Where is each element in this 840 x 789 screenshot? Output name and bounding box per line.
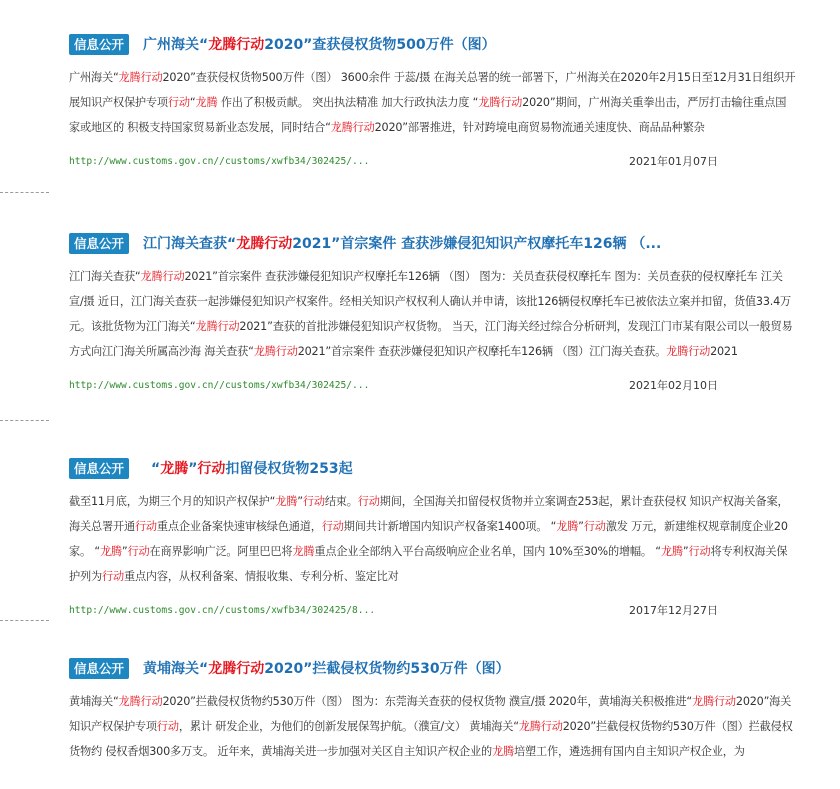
- keyword-highlight: 龙腾行动: [195, 320, 240, 333]
- keyword-highlight: 龙腾行动: [208, 661, 265, 677]
- title-segment: 2021”首宗案件 查获涉嫌侵犯知识产权摩托车126辆 （...: [292, 236, 662, 252]
- keyword-highlight: 龙腾行动: [691, 695, 736, 708]
- title-segment: 江门海关查获“: [143, 236, 237, 252]
- result-url-link[interactable]: http://www.customs.gov.cn//customs/xwfb34/302425/8...: [69, 604, 376, 616]
- snippet-segment: 2020”拦截侵权货物约530万件（图）拦截侵权货物约 侵权香烟300多万支。 近年来，黄埔海关进一步加强对关区自主知识产权企业的: [69, 720, 793, 758]
- snippet-segment: 重点企业备案快速审核绿色通道，: [156, 520, 322, 533]
- snippet-segment: 黄埔海关“: [69, 695, 119, 708]
- search-result: [69, 456, 799, 618]
- snippet-segment: 培塑工作，遴选拥有国内自主知识产权企业，为: [514, 745, 745, 758]
- snippet-segment: 截至11月底，为期三个月的知识产权保护“: [69, 495, 276, 508]
- keyword-highlight: 龙腾行动: [253, 345, 298, 358]
- snippet-segment: 2021”首宗案件 查获涉嫌侵犯知识产权摩托车126辆 （图） 图为：关员查获侵权摩托车 图为：关员查获的侵权摩托车 江关宣/摄 近日，江门海关查获一起涉嫌侵犯知识产权案件。经相关知识产权权利人确认并申请，该批126辆侵权摩托车已被依法立案并扣留，货值33.4万元。该批货物为江门海关“: [69, 270, 792, 333]
- info-public-badge: 信息公开: [69, 658, 129, 679]
- title-segment: 扣留侵权货物253起: [225, 461, 353, 477]
- keyword-highlight: 行动: [101, 570, 124, 583]
- side-divider: [0, 620, 49, 621]
- keyword-highlight: 行动: [156, 720, 179, 733]
- result-title-link[interactable]: [143, 34, 496, 54]
- side-divider: [0, 192, 49, 193]
- snippet-segment: 作出了积极贡献。 突出执法精准 加大行政执法力度 “: [217, 96, 479, 109]
- keyword-highlight: 龙腾: [660, 545, 683, 558]
- snippet-segment: ”: [578, 520, 584, 533]
- result-title-link[interactable]: [143, 233, 661, 253]
- result-date: 2021年01月07日: [629, 155, 718, 168]
- keyword-highlight: 龙腾: [99, 545, 122, 558]
- keyword-highlight: 行动: [134, 520, 157, 533]
- keyword-highlight: 龙腾行动: [666, 345, 711, 358]
- result-snippet: [69, 689, 797, 764]
- title-segment: 黄埔海关“: [143, 661, 209, 677]
- snippet-segment: 期间，全国海关扣留侵权货物并立案调查253起，累计查获侵权 知识产权海关备案，海关总署开通: [69, 495, 789, 533]
- keyword-highlight: 行动: [357, 495, 380, 508]
- keyword-highlight: 龙腾行动: [518, 720, 563, 733]
- result-title-link[interactable]: [151, 458, 353, 478]
- snippet-segment: 重点内容，从权利备案、情报收集、专利分析、鉴定比对: [123, 570, 399, 583]
- keyword-highlight: 行动: [167, 96, 190, 109]
- title-segment: 2020”拦截侵权货物约530万件（图）: [264, 661, 510, 677]
- result-title-link[interactable]: [143, 658, 510, 678]
- title-segment: ”: [188, 461, 198, 477]
- search-result: [69, 656, 799, 764]
- result-url-link[interactable]: http://www.customs.gov.cn//customs/xwfb34/302425/...: [69, 155, 370, 167]
- keyword-highlight: 龙腾行动: [118, 695, 163, 708]
- title-segment: “: [151, 461, 161, 477]
- keyword-highlight: 行动: [197, 461, 226, 477]
- snippet-segment: 2021”首宗案件 查获涉嫌侵犯知识产权摩托车126辆 （图）江门海关查获。: [297, 345, 667, 358]
- side-divider: [0, 420, 49, 421]
- keyword-highlight: 龙腾: [160, 461, 189, 477]
- snippet-segment: ，累计 研发企业，为他们的创新发展保驾护航。（濮宣/文） 黄埔海关“: [178, 720, 519, 733]
- keyword-highlight: 龙腾: [195, 96, 218, 109]
- snippet-segment: 2020”期间，广州海关重拳出击，严厉打击输往重点国家或地区的 积极支持国家贸易新业态发展，同时结合“: [69, 96, 787, 134]
- keyword-highlight: 龙腾行动: [118, 71, 163, 84]
- result-snippet: [69, 264, 797, 364]
- snippet-segment: ”: [682, 545, 689, 558]
- info-public-badge: 信息公开: [69, 233, 129, 254]
- snippet-segment: ”: [121, 545, 128, 558]
- search-result: [69, 231, 799, 393]
- snippet-segment: 激发 万元，新建维权规章制度企业20家。 “: [69, 520, 788, 558]
- snippet-segment: 2020”部署推进，针对跨境电商贸易物流通关速度快、商品品种繁杂: [374, 121, 705, 134]
- search-result: [69, 32, 799, 169]
- snippet-segment: 2021: [710, 345, 738, 358]
- keyword-highlight: 龙腾: [275, 495, 298, 508]
- snippet-segment: 广州海关“: [69, 71, 119, 84]
- keyword-highlight: 龙腾行动: [330, 121, 375, 134]
- snippet-segment: 期间共计新增国内知识产权备案1400项。 “: [343, 520, 557, 533]
- result-date: 2021年02月10日: [629, 379, 718, 392]
- result-date: 2017年12月27日: [629, 604, 718, 617]
- result-snippet: [69, 489, 797, 589]
- keyword-highlight: 龙腾: [492, 745, 515, 758]
- keyword-highlight: 行动: [583, 520, 606, 533]
- snippet-segment: 重点企业全部纳入平台高级响应企业名单，国内 10%至30%的增幅。 “: [314, 545, 661, 558]
- keyword-highlight: 行动: [127, 545, 150, 558]
- snippet-segment: 江门海关查获“: [69, 270, 141, 283]
- snippet-segment: 2020”查获侵权货物500万件（图） 3600余件 于蕊/摄 在海关总署的统一部署下，广州海关在2020年2月15日至12月31日组织开展知识产权保护专项: [69, 71, 796, 109]
- title-segment: 2020”查获侵权货物500万件（图）: [264, 37, 496, 53]
- keyword-highlight: 龙腾行动: [478, 96, 523, 109]
- result-snippet: [69, 65, 797, 140]
- info-public-badge: 信息公开: [69, 34, 129, 55]
- snippet-segment: 2020”拦截侵权货物约530万件（图） 图为：东莞海关查获的侵权货物 濮宣/摄 2020年，黄埔海关积极推进“: [162, 695, 692, 708]
- snippet-segment: ”: [297, 495, 303, 508]
- keyword-highlight: 龙腾: [556, 520, 579, 533]
- snippet-segment: 将专利权海关保护列为: [69, 545, 788, 583]
- keyword-highlight: 龙腾: [292, 545, 315, 558]
- keyword-highlight: 龙腾行动: [140, 270, 185, 283]
- result-url-link[interactable]: http://www.customs.gov.cn//customs/xwfb34/302425/...: [69, 379, 370, 391]
- snippet-segment: 结束。: [324, 495, 358, 508]
- keyword-highlight: 行动: [688, 545, 711, 558]
- snippet-segment: 2020”海关知识产权保护专项: [69, 695, 792, 733]
- keyword-highlight: 龙腾行动: [236, 236, 293, 252]
- title-segment: 广州海关“: [143, 37, 209, 53]
- snippet-segment: 在商界影响广泛。阿里巴巴将: [149, 545, 293, 558]
- keyword-highlight: 行动: [321, 520, 344, 533]
- info-public-badge: 信息公开: [69, 458, 129, 479]
- snippet-segment: 2021”查获的首批涉嫌侵犯知识产权货物。 当天，江门海关经过综合分析研判，发现江门市某有限公司以一般贸易方式向江门海关所属高沙海 海关查获“: [69, 320, 793, 358]
- keyword-highlight: 行动: [302, 495, 325, 508]
- snippet-segment: “: [189, 96, 196, 109]
- keyword-highlight: 龙腾行动: [208, 37, 265, 53]
